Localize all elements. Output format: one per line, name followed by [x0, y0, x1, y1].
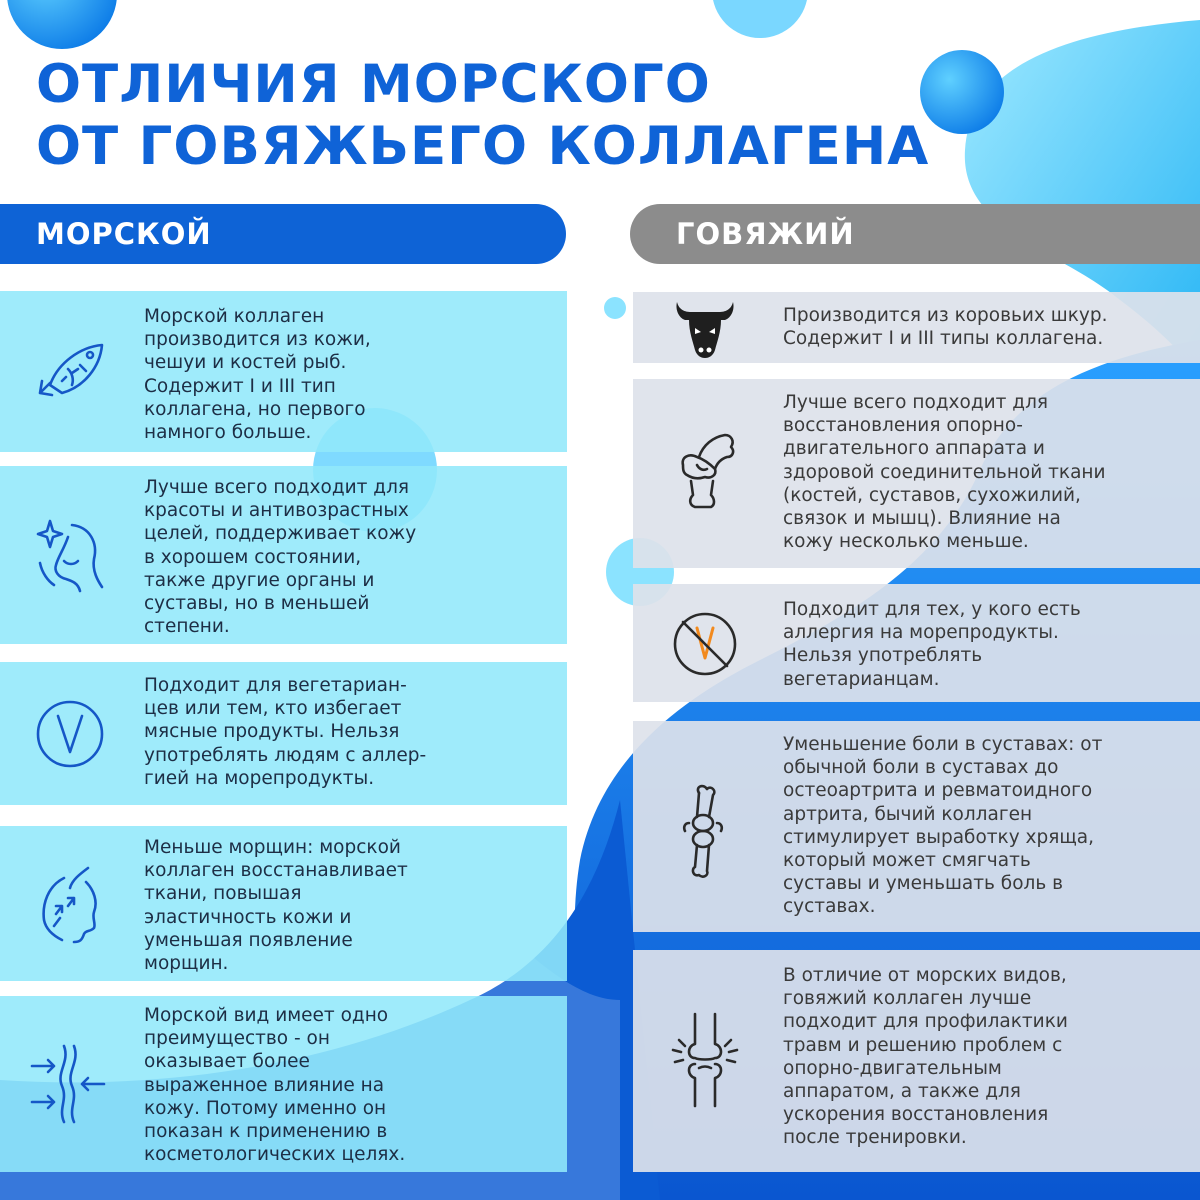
bovine-card-1: [633, 292, 1200, 363]
bovine-card-4-text: Уменьшение боли в суставах: от обычной боли в суставах до остеоартрита и ревматоидного артрита, бычий коллаген стимулирует выработку хряща, который может смягчать суставы и уменьшать боль в суставах.: [783, 734, 1103, 918]
knee-joint-icon: [669, 435, 741, 507]
bovine-card-3-text: Подходит для тех, у кого есть аллергия на морепродукты. Нельзя употреблять вегетарианцам.: [783, 599, 1081, 690]
no-vegetarian-icon: [669, 608, 741, 680]
knee-pain-icon: [669, 1010, 741, 1110]
cow-icon: [669, 292, 741, 364]
face-lift-icon: [28, 862, 112, 946]
marine-card-1-text: Морской коллаген производится из кожи, чешуи и костей рыб. Содержит I и III тип коллагена, но первого намного больше.: [144, 306, 371, 444]
marine-card-4-text: Меньше морщин: морской коллаген восстанавливает ткани, повышая эластичность кожи и уменьшая появление морщин.: [144, 837, 408, 975]
bovine-card-2: [633, 379, 1200, 568]
bovine-card-4: [633, 721, 1200, 932]
bovine-card-5-text: В отличие от морских видов, говяжий коллаген лучше подходит для профилактики травм и решению проблем с опорно-двигательным аппаратом, а также для ускорения восстановления после тренировки.: [783, 965, 1068, 1149]
page-title: [36, 54, 936, 178]
face-sparkle-icon: [28, 513, 112, 597]
joint-bones-icon: [669, 783, 741, 879]
marine-card-2: [0, 466, 567, 644]
marine-card-3-text: Подходит для вегетариан- цев или тем, кто избегает мясные продукты. Нельзя употреблять людям с аллер- гией на морепродукты.: [144, 675, 427, 789]
marine-card-5: [0, 996, 567, 1172]
marine-column-header: МОРСКОЙ: [0, 204, 566, 264]
marine-card-5-text: Морской вид имеет одно преимущество - он оказывает более выраженное влияние на кожу. Потому именно он показан к применению в косметологических целях.: [144, 1005, 406, 1166]
bovine-column-header: ГОВЯЖИЙ: [630, 204, 1200, 264]
marine-card-2-text: Лучше всего подходит для красоты и антивозрастных целей, поддерживает кожу в хорошем состоянии, также другие органы и суставы, но в меньшей степени.: [144, 477, 417, 638]
skin-firming-icon: [28, 1042, 112, 1126]
vegetarian-v-icon: [28, 692, 112, 776]
marine-card-4: [0, 826, 567, 981]
title-line-1: ОТЛИЧИЯ МОРСКОГО: [36, 54, 711, 115]
bovine-card-1-text: Производится из коровьих шкур. Содержит I и III типы коллагена.: [783, 305, 1108, 350]
fish-icon: [28, 329, 112, 413]
marine-card-1: [0, 291, 567, 452]
marine-card-3: [0, 662, 567, 805]
bovine-card-3: [633, 584, 1200, 702]
bovine-card-5: [633, 950, 1200, 1172]
title-line-2: ОТ ГОВЯЖЬЕГО КОЛЛАГЕНА: [36, 116, 930, 177]
bovine-card-2-text: Лучше всего подходит для восстановления опорно- двигательного аппарата и здоровой соединительной ткани (костей, суставов, сухожилий, связок и мышц). Влияние на кожу несколько меньше.: [783, 392, 1106, 553]
